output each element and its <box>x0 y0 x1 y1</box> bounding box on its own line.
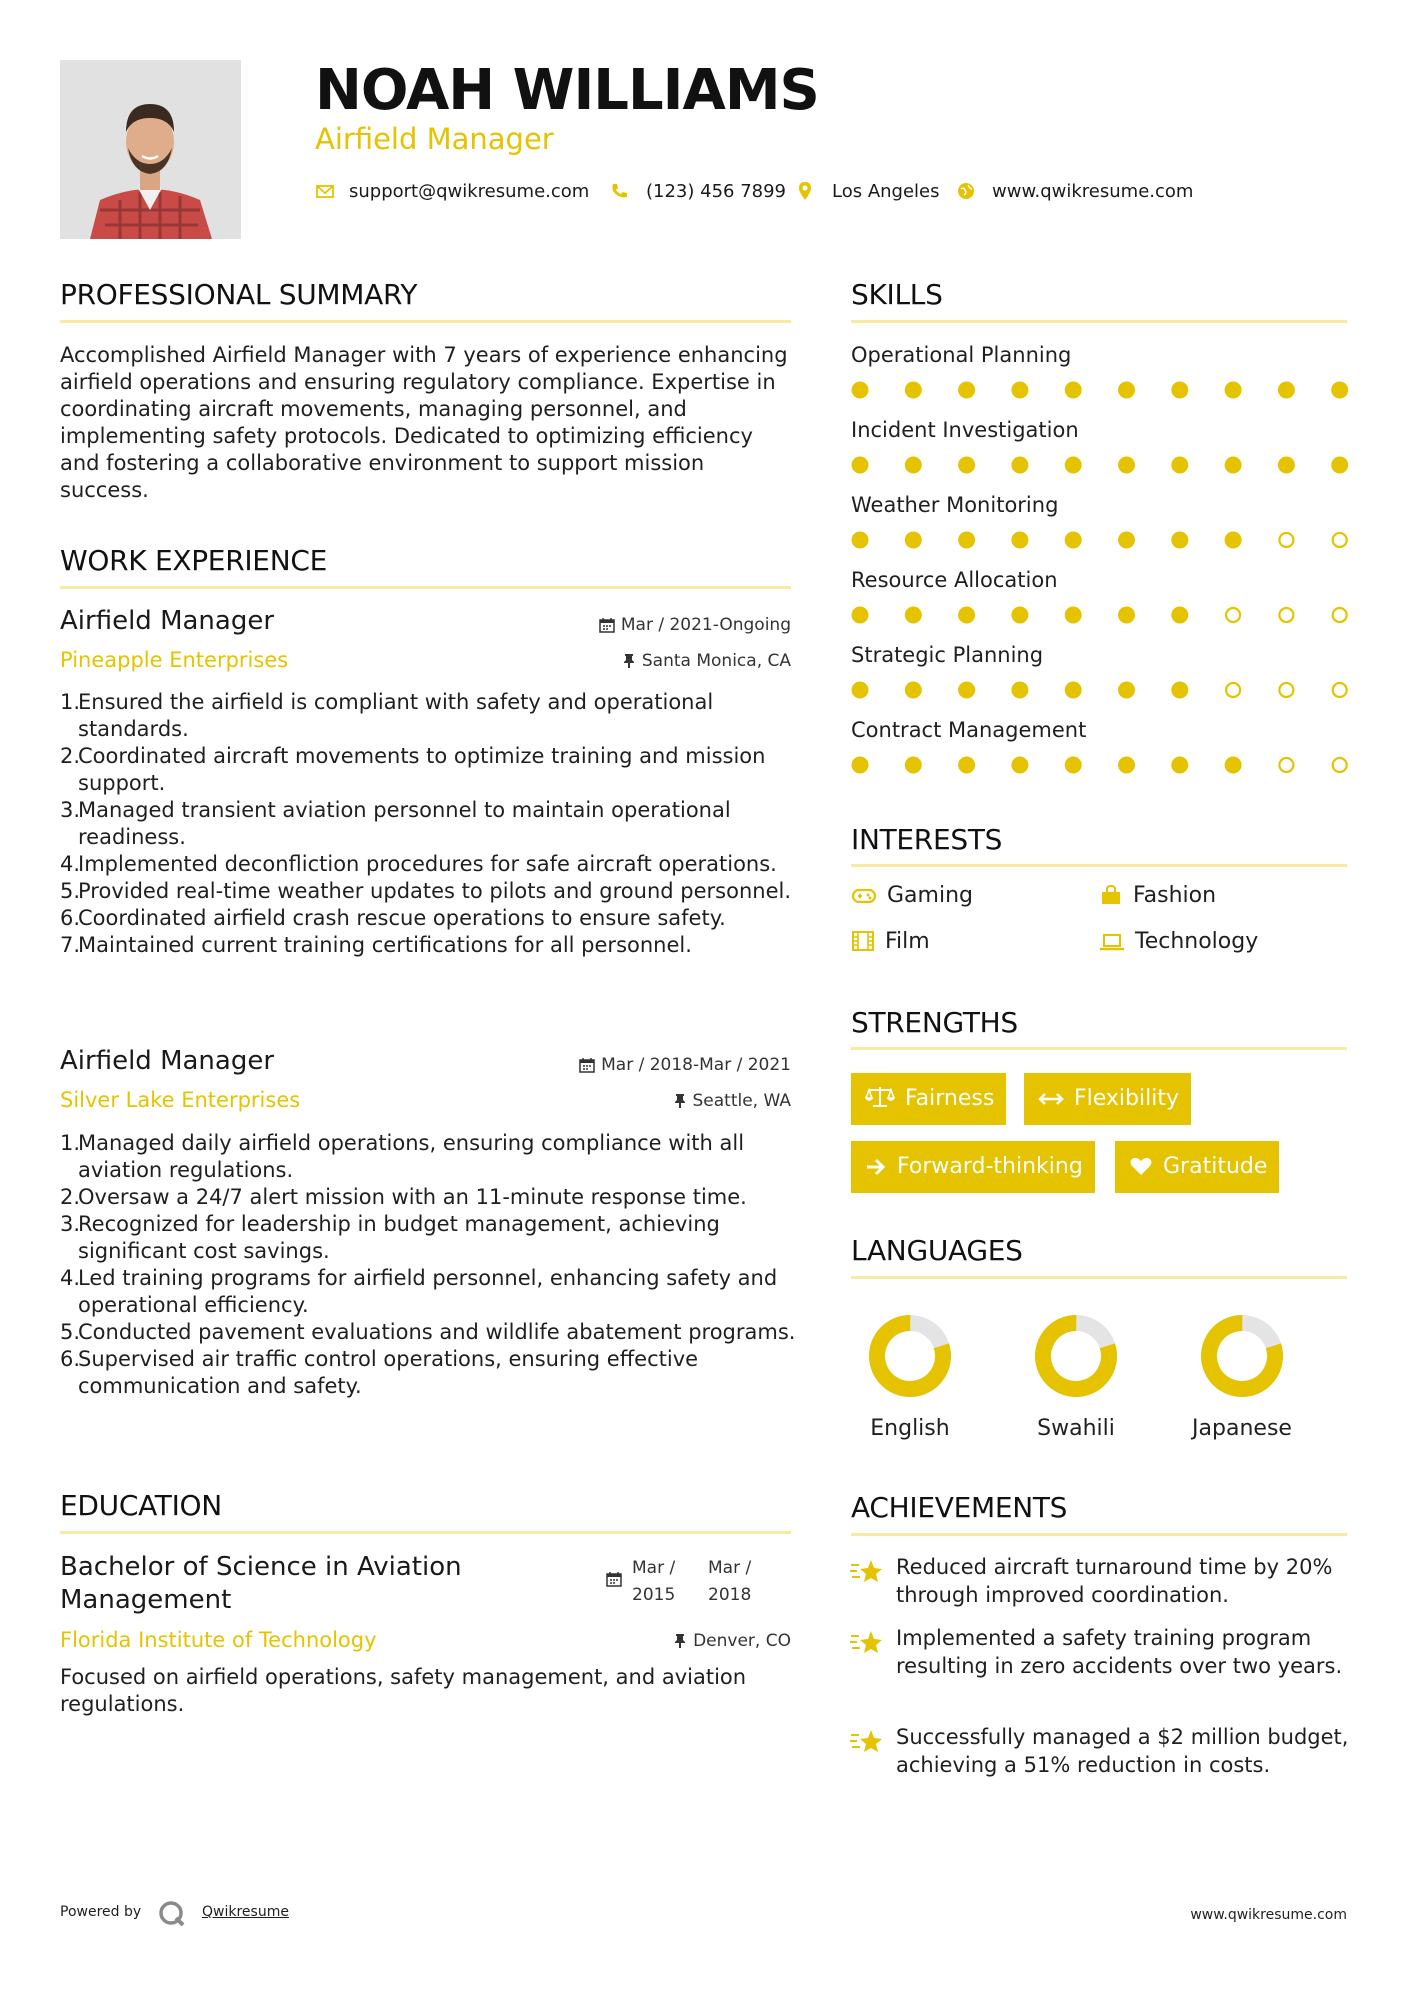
calendar-icon <box>599 617 615 633</box>
skill-dot <box>1065 682 1082 699</box>
achievements-divider <box>851 1533 1347 1536</box>
skill-dot <box>852 682 869 699</box>
list-item: 1. Managed daily airfield operations, ensuring compliance with all aviation regulations. <box>60 1131 745 1182</box>
arrows-horizontal-icon <box>1038 1089 1064 1109</box>
interest-gaming: Gaming <box>851 883 973 908</box>
skill-dot <box>1225 532 1242 549</box>
footer-website[interactable]: www.qwikresume.com <box>1190 1907 1347 1923</box>
map-marker-icon <box>794 180 816 202</box>
skill-name: Operational Planning <box>851 343 1072 367</box>
skill-dot <box>1333 683 1347 697</box>
skill-dot <box>1333 608 1347 622</box>
skill-dot <box>958 757 975 774</box>
shopping-bag-icon <box>1099 884 1123 906</box>
interest-technology: Technology <box>1099 929 1258 954</box>
skill-dot <box>1065 757 1082 774</box>
skill-dot <box>1118 532 1135 549</box>
skill-name: Incident Investigation <box>851 418 1079 442</box>
achievements-heading: ACHIEVEMENTS <box>851 1491 1068 1524</box>
skill-dot <box>1118 682 1135 699</box>
skill-rating <box>851 455 1351 475</box>
list-item: 4. Implemented deconfliction procedures for safe aircraft operations. <box>60 852 777 876</box>
skill-dot <box>852 532 869 549</box>
calendar-icon <box>606 1571 622 1587</box>
degree-title: Bachelor of Science in Aviation Management <box>60 1552 462 1615</box>
achievement-item: Reduced aircraft turnaround time by 20% through improved coordination. <box>896 1555 1333 1607</box>
skill-dot <box>1065 457 1082 474</box>
skill-dot <box>1011 532 1028 549</box>
pushpin-icon <box>622 653 636 669</box>
skill-dot <box>1226 683 1240 697</box>
interest-film: Film <box>851 929 930 954</box>
skill-dot <box>1225 457 1242 474</box>
skill-dot <box>958 382 975 399</box>
skill-dot <box>1011 607 1028 624</box>
language-donut <box>865 1311 955 1401</box>
pushpin-icon <box>673 1633 687 1649</box>
list-item: 2. Coordinated aircraft movements to optimize training and mission support. <box>60 744 766 795</box>
skill-dot <box>1171 532 1188 549</box>
qwikresume-link[interactable]: Qwikresume <box>202 1904 289 1920</box>
skill-dot <box>905 382 922 399</box>
candidate-name: NOAH WILLIAMS <box>315 58 819 123</box>
arrow-right-icon <box>865 1157 887 1177</box>
donut-fill <box>1200 1314 1283 1397</box>
skill-dot <box>905 457 922 474</box>
list-item: 6. Coordinated airfield crash rescue operations to ensure safety. <box>60 906 726 930</box>
skill-dot <box>1011 382 1028 399</box>
summary-text: Accomplished Airfield Manager with 7 years of experience enhancing airfield operations and ensuring regulatory compliance. Expertise in coordinating aircraft movements, managing personnel, and implementing safety protocols. Dedicated to optimizing efficiency and fostering a collaborative environment to support mission success. <box>60 343 788 502</box>
globe-icon <box>955 180 977 202</box>
list-item: 5. Conducted pavement evaluations and wildlife abatement programs. <box>60 1320 796 1344</box>
skill-dot <box>958 457 975 474</box>
list-item: 2. Oversaw a 24/7 alert mission with an 11-minute response time. <box>60 1185 747 1209</box>
laptop-icon <box>1099 932 1125 952</box>
skill-rating <box>851 530 1351 550</box>
skill-dot <box>1279 758 1293 772</box>
strength-badge: Fairness <box>851 1073 1006 1125</box>
list-item: 4. Led training programs for airfield personnel, enhancing safety and operational efficiency. <box>60 1266 778 1317</box>
job-title: Airfield Manager <box>60 606 275 636</box>
donut-fill <box>1034 1314 1117 1397</box>
language-name: English <box>870 1416 950 1441</box>
skill-name: Strategic Planning <box>851 643 1044 667</box>
skills-divider <box>851 320 1347 323</box>
experience-divider <box>60 586 791 589</box>
skill-dot <box>852 757 869 774</box>
education-start: Mar / 2015 <box>632 1558 676 1605</box>
skill-dot <box>1225 382 1242 399</box>
skill-name: Contract Management <box>851 718 1087 742</box>
skill-dot <box>1065 532 1082 549</box>
skill-dot <box>1065 607 1082 624</box>
skill-name: Weather Monitoring <box>851 493 1059 517</box>
list-item: 6. Supervised air traffic control operations, ensuring effective communication and safety. <box>60 1347 699 1398</box>
list-item: 1. Ensured the airfield is compliant with safety and operational standards. <box>60 690 714 741</box>
job-company: Silver Lake Enterprises <box>60 1088 301 1112</box>
job-location: Santa Monica, CA <box>622 651 791 671</box>
list-item: 3. Recognized for leadership in budget management, achieving significant cost savings. <box>60 1212 720 1263</box>
languages-divider <box>851 1276 1347 1279</box>
achievement-item: Implemented a safety training program resulting in zero accidents over two years. <box>896 1626 1343 1678</box>
skill-dot <box>1225 757 1242 774</box>
skill-dot <box>905 607 922 624</box>
interests-divider <box>851 864 1347 867</box>
skill-dot <box>1171 682 1188 699</box>
job-dates: Mar / 2021-Ongoing <box>599 615 791 635</box>
skill-dot <box>1278 382 1295 399</box>
heart-icon <box>1129 1155 1153 1177</box>
skill-dot <box>905 682 922 699</box>
skill-dot <box>1118 382 1135 399</box>
education-end: Mar / 2018 <box>708 1558 752 1605</box>
list-item: 5. Provided real-time weather updates to pilots and ground personnel. <box>60 879 792 903</box>
education-divider <box>60 1531 791 1534</box>
calendar-icon <box>579 1057 595 1073</box>
list-item: 7. Maintained current training certifications for all personnel. <box>60 933 692 957</box>
skill-dot <box>1279 608 1293 622</box>
shooting-star-icon <box>849 1556 883 1586</box>
skill-dot <box>1331 382 1348 399</box>
interests-heading: INTERESTS <box>851 823 1003 856</box>
skill-dot <box>1333 758 1347 772</box>
skill-dot <box>1331 457 1348 474</box>
language-donut <box>1031 1311 1121 1401</box>
education-location: Denver, CO <box>673 1631 791 1651</box>
experience-heading: WORK EXPERIENCE <box>60 544 327 577</box>
strength-badge: Forward-thinking <box>851 1141 1095 1193</box>
skill-dot <box>1171 757 1188 774</box>
skill-dot <box>1333 533 1347 547</box>
skill-dot <box>1118 757 1135 774</box>
phone-icon <box>608 180 630 202</box>
job-duties <box>60 1130 800 1400</box>
skill-dot <box>1279 533 1293 547</box>
skill-dot <box>1226 608 1240 622</box>
strength-badge: Flexibility <box>1024 1073 1191 1125</box>
strength-badge: Gratitude <box>1115 1141 1279 1193</box>
job-dates: Mar / 2018-Mar / 2021 <box>579 1055 791 1075</box>
contact-email[interactable]: support@qwikresume.com <box>349 181 590 202</box>
skill-rating <box>851 680 1351 700</box>
language-name: Swahili <box>1037 1416 1115 1441</box>
donut-fill <box>868 1314 951 1397</box>
film-icon <box>851 930 875 952</box>
profile-photo <box>60 60 241 239</box>
skill-dot <box>958 532 975 549</box>
skill-rating <box>851 755 1351 775</box>
school-name: Florida Institute of Technology <box>60 1628 377 1652</box>
skill-dot <box>1011 457 1028 474</box>
interest-fashion: Fashion <box>1099 883 1216 908</box>
skill-dot <box>905 757 922 774</box>
language-name: Japanese <box>1192 1416 1292 1441</box>
strengths-heading: STRENGTHS <box>851 1006 1018 1039</box>
skill-dot <box>1118 457 1135 474</box>
summary-divider <box>60 320 791 323</box>
skill-dot <box>852 457 869 474</box>
skill-dot <box>1171 457 1188 474</box>
skill-dot <box>958 607 975 624</box>
education-heading: EDUCATION <box>60 1489 222 1522</box>
skill-dot <box>958 682 975 699</box>
shooting-star-icon <box>849 1627 883 1657</box>
balance-scale-icon <box>865 1085 895 1109</box>
skill-dot <box>905 532 922 549</box>
contact-location: Los Angeles <box>832 181 940 202</box>
contact-website[interactable]: www.qwikresume.com <box>992 181 1194 202</box>
education-description: Focused on airfield operations, safety management, and aviation regulations. <box>60 1665 747 1716</box>
shooting-star-icon <box>849 1726 883 1756</box>
strengths-divider <box>851 1047 1347 1050</box>
achievement-item: Successfully managed a $2 million budget, achieving a 51% reduction in costs. <box>896 1725 1349 1777</box>
skill-name: Resource Allocation <box>851 568 1058 592</box>
contact-phone[interactable]: (123) 456 7899 <box>646 181 787 202</box>
list-item: 3. Managed transient aviation personnel to maintain operational readiness. <box>60 798 731 849</box>
job-duties <box>60 689 800 959</box>
skill-dot <box>852 607 869 624</box>
job-title: Airfield Manager <box>60 1046 275 1076</box>
skills-heading: SKILLS <box>851 278 943 311</box>
skill-dot <box>1278 457 1295 474</box>
job-company: Pineapple Enterprises <box>60 648 289 672</box>
skill-dot <box>1171 607 1188 624</box>
pushpin-icon <box>673 1093 687 1109</box>
candidate-role: Airfield Manager <box>315 122 554 156</box>
skill-dot <box>1279 683 1293 697</box>
job-location: Seattle, WA <box>673 1091 792 1111</box>
summary-heading: PROFESSIONAL SUMMARY <box>60 278 418 311</box>
powered-by-label: Powered by <box>60 1904 142 1920</box>
skill-rating <box>851 605 1351 625</box>
envelope-icon <box>314 180 336 202</box>
languages-heading: LANGUAGES <box>851 1234 1023 1267</box>
skill-dot <box>852 382 869 399</box>
skill-dot <box>1011 682 1028 699</box>
language-donut <box>1197 1311 1287 1401</box>
gamepad-icon <box>851 886 877 906</box>
qwikresume-logo-icon <box>158 1900 186 1928</box>
skill-dot <box>1171 382 1188 399</box>
skill-rating <box>851 380 1351 400</box>
skill-dot <box>1118 607 1135 624</box>
skill-dot <box>1011 757 1028 774</box>
skill-dot <box>1065 382 1082 399</box>
